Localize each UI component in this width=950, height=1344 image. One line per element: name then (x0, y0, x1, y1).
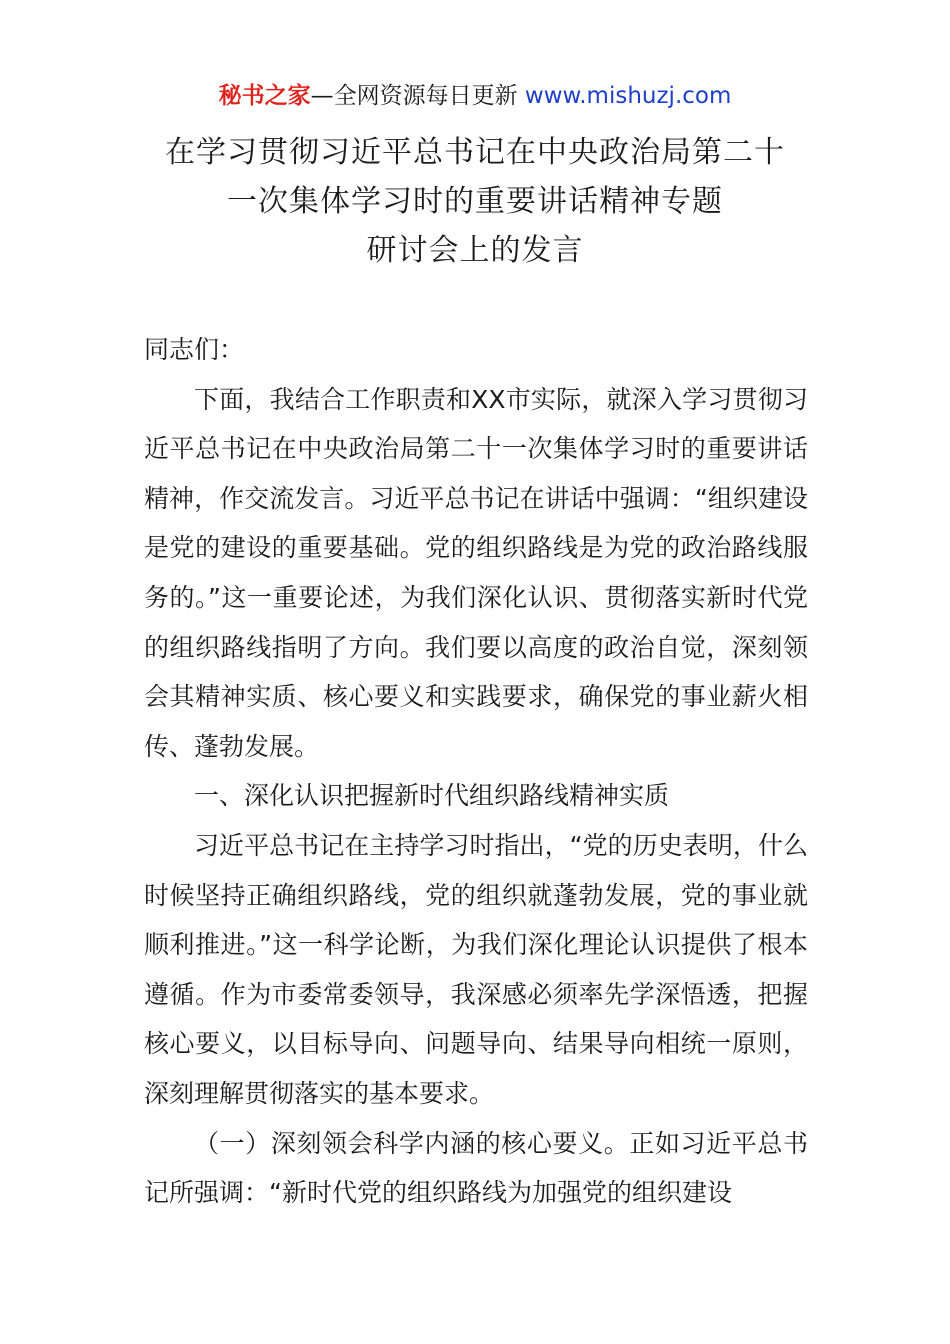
title-line: 在学习贯彻习近平总书记在中央政治局第二十 (165, 135, 785, 170)
body-paragraph: 下面，我结合工作职责和XX市实际，就深入学习贯彻习近平总书记在中央政治局第二十一次集体学习时的重要讲话精神，作交流发言。习近平总书记在讲话中强调：“组织建设是党的建设的重要基础。党的组织路线是为党的政治路线服务的。”这一重要论述，为我们深化认识、贯彻落实新时代党的组织路线指明了方向。我们要以高度的政治自觉，深刻领会其精神实质、核心要义和实践要求，确保党的事业薪火相传、蓬勃发展。 (144, 384, 808, 761)
title-line: 一次集体学习时的重要讲话精神专题 (227, 184, 723, 219)
body-paragraph: （一）深刻领会科学内涵的核心要义。正如习近平总书记所强调：“新时代党的组织路线为加强党的组织建设 (144, 1128, 808, 1208)
title-line: 研讨会上的发言 (366, 233, 584, 268)
brand-name: 秘书之家 (218, 83, 311, 109)
body-paragraph: 习近平总书记在主持学习时指出，“党的历史表明，什么时候坚持正确组织路线，党的组织就蓬勃发展，党的事业就顺利推进。”这一科学论断，为我们深化理论认识提供了根本遵循。作为市委常委领导，我深感必须率先学深悟透，把握核心要义，以目标导向、问题导向、结果导向相统一原则，深刻理解贯彻落实的基本要求。 (144, 830, 808, 1108)
site-url-link[interactable]: www.mishuzj.com (524, 83, 732, 109)
site-header (0, 80, 950, 112)
header-tagline: —全网资源每日更新 (310, 83, 525, 109)
salutation: 同志们： (144, 335, 245, 364)
section-heading: 一、深化认识把握新时代组织路线精神实质 (194, 781, 670, 811)
document-title (100, 128, 850, 275)
document-body (144, 325, 808, 1218)
